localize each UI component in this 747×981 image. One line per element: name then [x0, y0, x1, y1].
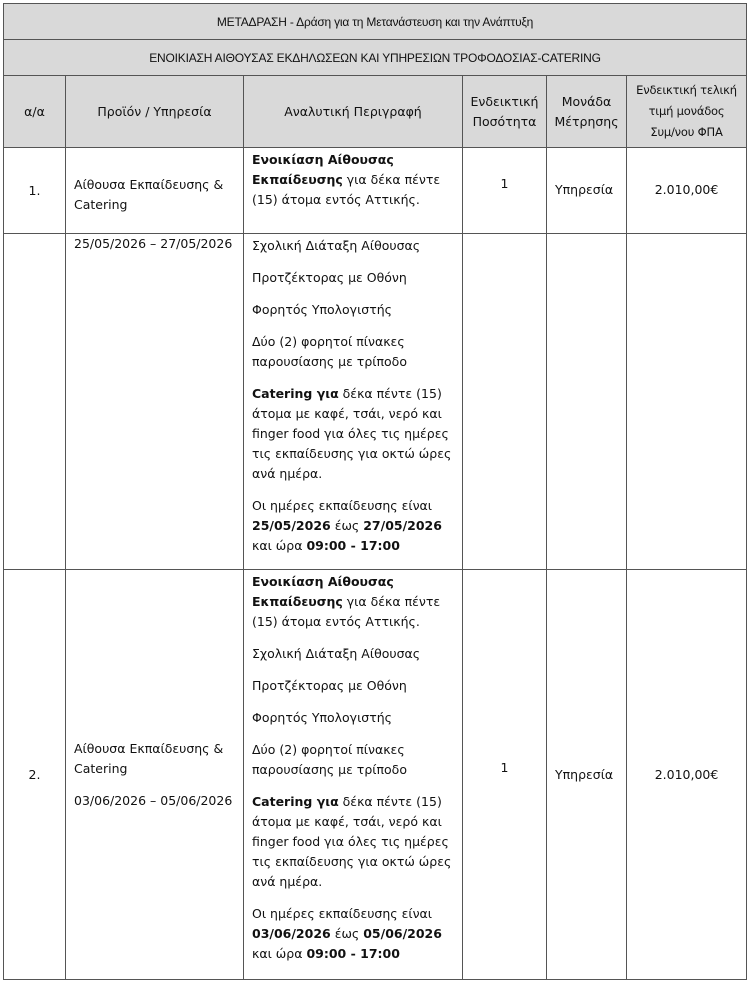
layout-text: Σχολική Διάταξη Αίθουσας [252, 646, 421, 661]
quantity-value: 1 [463, 570, 547, 980]
projector-text: Προτζέκτορας με Οθόνη [252, 678, 407, 693]
row-number: 1. [4, 148, 66, 234]
table-row [4, 234, 747, 570]
description-cell [244, 570, 463, 980]
row-number: 2. [4, 570, 66, 980]
product-cell [66, 570, 244, 980]
table-row [4, 148, 747, 234]
unit-value: Υπηρεσία [547, 570, 627, 980]
header-product: Προϊόν / Υπηρεσία [66, 76, 244, 148]
price-value: 2.010,00€ [627, 148, 747, 234]
header-unit: Μονάδα Μέτρησης [547, 76, 627, 148]
catering-text: Catering για δέκα πέντε (15) άτομα με καφέ, τσάι, νερό και finger food για όλες τις ημέρες τις εκπαίδευσης για οκτώ ώρες ανά ημέρα. [252, 386, 452, 481]
product-name: Αίθουσα Εκπαίδευσης & Catering [74, 740, 224, 776]
table-row [4, 570, 747, 980]
laptop-text: Φορητός Υπολογιστής [252, 710, 393, 725]
header-description: Αναλυτική Περιγραφή [244, 76, 463, 148]
description-cell [244, 148, 463, 234]
product-name: Αίθουσα Εκπαίδευσης & Catering [66, 148, 244, 234]
boards-text: Δύο (2) φορητοί πίνακες παρουσίασης με τρίποδο [252, 334, 407, 369]
projector-text: Προτζέκτορας με Οθόνη [252, 270, 407, 285]
layout-text: Σχολική Διάταξη Αίθουσας [252, 238, 421, 253]
quantity-value: 1 [463, 148, 547, 234]
document-title: ΜΕΤΑΔΡΑΣΗ - Δράση για τη Μετανάστευση και την Ανάπτυξη [4, 4, 747, 40]
product-dates: 03/06/2026 – 05/06/2026 [74, 792, 233, 808]
header-no: α/α [4, 76, 66, 148]
catering-text: Catering για δέκα πέντε (15) άτομα με καφέ, τσάι, νερό και finger food για όλες τις ημέρες τις εκπαίδευσης για οκτώ ώρες ανά ημέρα. [252, 794, 452, 889]
schedule-text: Οι ημέρες εκπαίδευσης είναι 25/05/2026 έως 27/05/2026 και ώρα 09:00 - 17:00 [252, 498, 442, 553]
rent-text: για δέκα πέντε (15) άτομα εντός Αττικής. [252, 172, 441, 207]
header-price: Ενδεικτική τελική τιμή μονάδος Συμ/νου ΦΠΑ [627, 76, 747, 148]
procurement-table [3, 3, 747, 980]
description-cell [244, 234, 463, 570]
rent-text: Ενοικίαση Αίθουσας Εκπαίδευσης για δέκα πέντε (15) άτομα εντός Αττικής. [252, 574, 441, 629]
rent-title: Ενοικίαση Αίθουσας Εκπαίδευσης [252, 152, 394, 187]
document-subtitle: ΕΝΟΙΚΙΑΣΗ ΑΙΘΟΥΣΑΣ ΕΚΔΗΛΩΣΕΩΝ ΚΑΙ ΥΠΗΡΕΣΙΩΝ ΤΡΟΦΟΔΟΣΙΑΣ-CATERING [4, 40, 747, 76]
boards-text: Δύο (2) φορητοί πίνακες παρουσίασης με τρίποδο [252, 742, 407, 777]
product-dates: 25/05/2026 – 27/05/2026 [66, 234, 244, 570]
unit-value: Υπηρεσία [547, 148, 627, 234]
price-value: 2.010,00€ [627, 570, 747, 980]
schedule-text: Οι ημέρες εκπαίδευσης είναι 03/06/2026 έως 05/06/2026 και ώρα 09:00 - 17:00 [252, 906, 442, 961]
header-row [4, 76, 747, 148]
header-quantity: Ενδεικτική Ποσότητα [463, 76, 547, 148]
laptop-text: Φορητός Υπολογιστής [252, 302, 393, 317]
